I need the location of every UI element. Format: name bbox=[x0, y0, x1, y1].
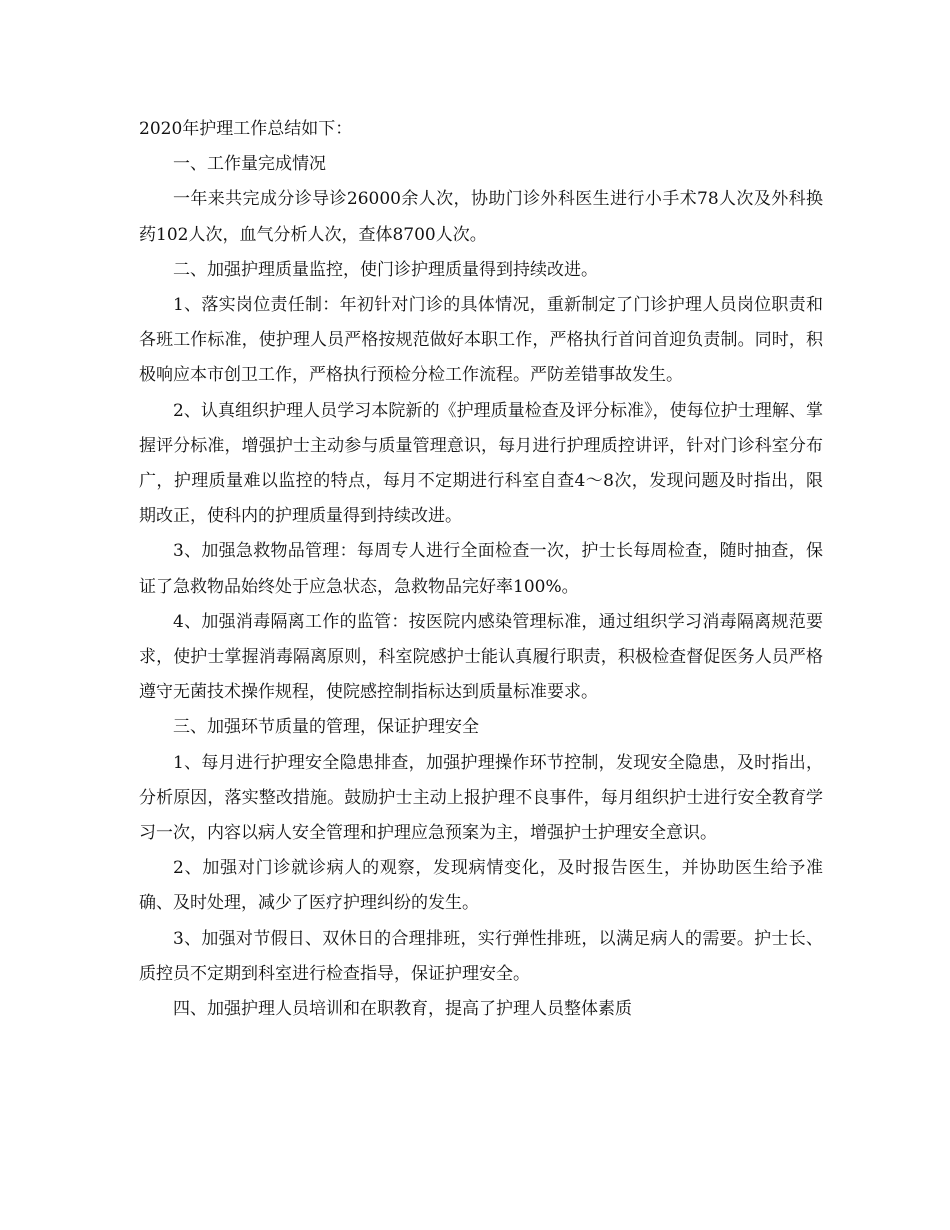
section-heading-workload: 一、工作量完成情况 bbox=[173, 154, 326, 175]
intro-line: 2020年护理工作总结如下： bbox=[139, 119, 353, 139]
paragraph-standards-study: 2、认真组织护理人员学习本院新的《护理质量检查及评分标准》，使每位护士理解、掌握评分标准，增强护士主动参与质量管理意识，每月进行护理质控讲评，针对门诊科室分布广，护理质量难以监控的特点，每月不定期进行科室自查4～8次，发现问题及时指出，限期改正，使科内的护理质量得到持续改进。 bbox=[139, 400, 823, 527]
section-heading-quality-control: 二、加强护理质量监控，使门诊护理质量得到持续改进。 bbox=[173, 259, 598, 280]
paragraph-scheduling: 3、加强对节假日、双休日的合理排班，实行弹性排班，以满足病人的需要。护士长、质控员不定期到科室进行检查指导，保证护理安全。 bbox=[139, 928, 823, 984]
paragraph-responsibility: 1、落实岗位责任制：年初针对门诊的具体情况，重新制定了门诊护理人员岗位职责和各班工作标准，使护理人员严格按规范做好本职工作，严格执行首问首迎负责制。同时，积极响应本市创卫工作，严格执行预检分检工作流程。严防差错事故发生。 bbox=[139, 295, 823, 386]
paragraph-risk-check: 1、每月进行护理安全隐患排查，加强护理操作环节控制，发现安全隐患，及时指出，分析原因，落实整改措施。鼓励护士主动上报护理不良事件，每月组织护士进行安全教育学习一次，内容以病人安全管理和护理应急预案为主，增强护士护理安全意识。 bbox=[139, 752, 823, 844]
paragraph-emergency-items: 3、加强急救物品管理：每周专人进行全面检查一次，护士长每周检查，随时抽查，保证了急救物品始终处于应急状态，急救物品完好率100%。 bbox=[139, 541, 823, 597]
paragraph-disinfection: 4、加强消毒隔离工作的监管：按医院内感染管理标准，通过组织学习消毒隔离规范要求，使护士掌握消毒隔离原则，科室院感护士能认真履行职责，积极检查督促医务人员严格遵守无菌技术操作规程，使院感控制指标达到质量标准要求。 bbox=[139, 611, 823, 703]
document-body bbox=[139, 112, 823, 1027]
section-heading-safety: 三、加强环节质量的管理，保证护理安全 bbox=[173, 717, 479, 738]
paragraph-patient-observation: 2、加强对门诊就诊病人的观察，发现病情变化，及时报告医生，并协助医生给予准确、及时处理，减少了医疗护理纠纷的发生。 bbox=[139, 858, 823, 914]
section-heading-training: 四、加强护理人员培训和在职教育，提高了护理人员整体素质 bbox=[173, 999, 632, 1020]
paragraph-workload: 一年来共完成分诊导诊26000余人次，协助门诊外科医生进行小手术78人次及外科换药102人次，血气分析人次，查体8700人次。 bbox=[139, 189, 823, 245]
